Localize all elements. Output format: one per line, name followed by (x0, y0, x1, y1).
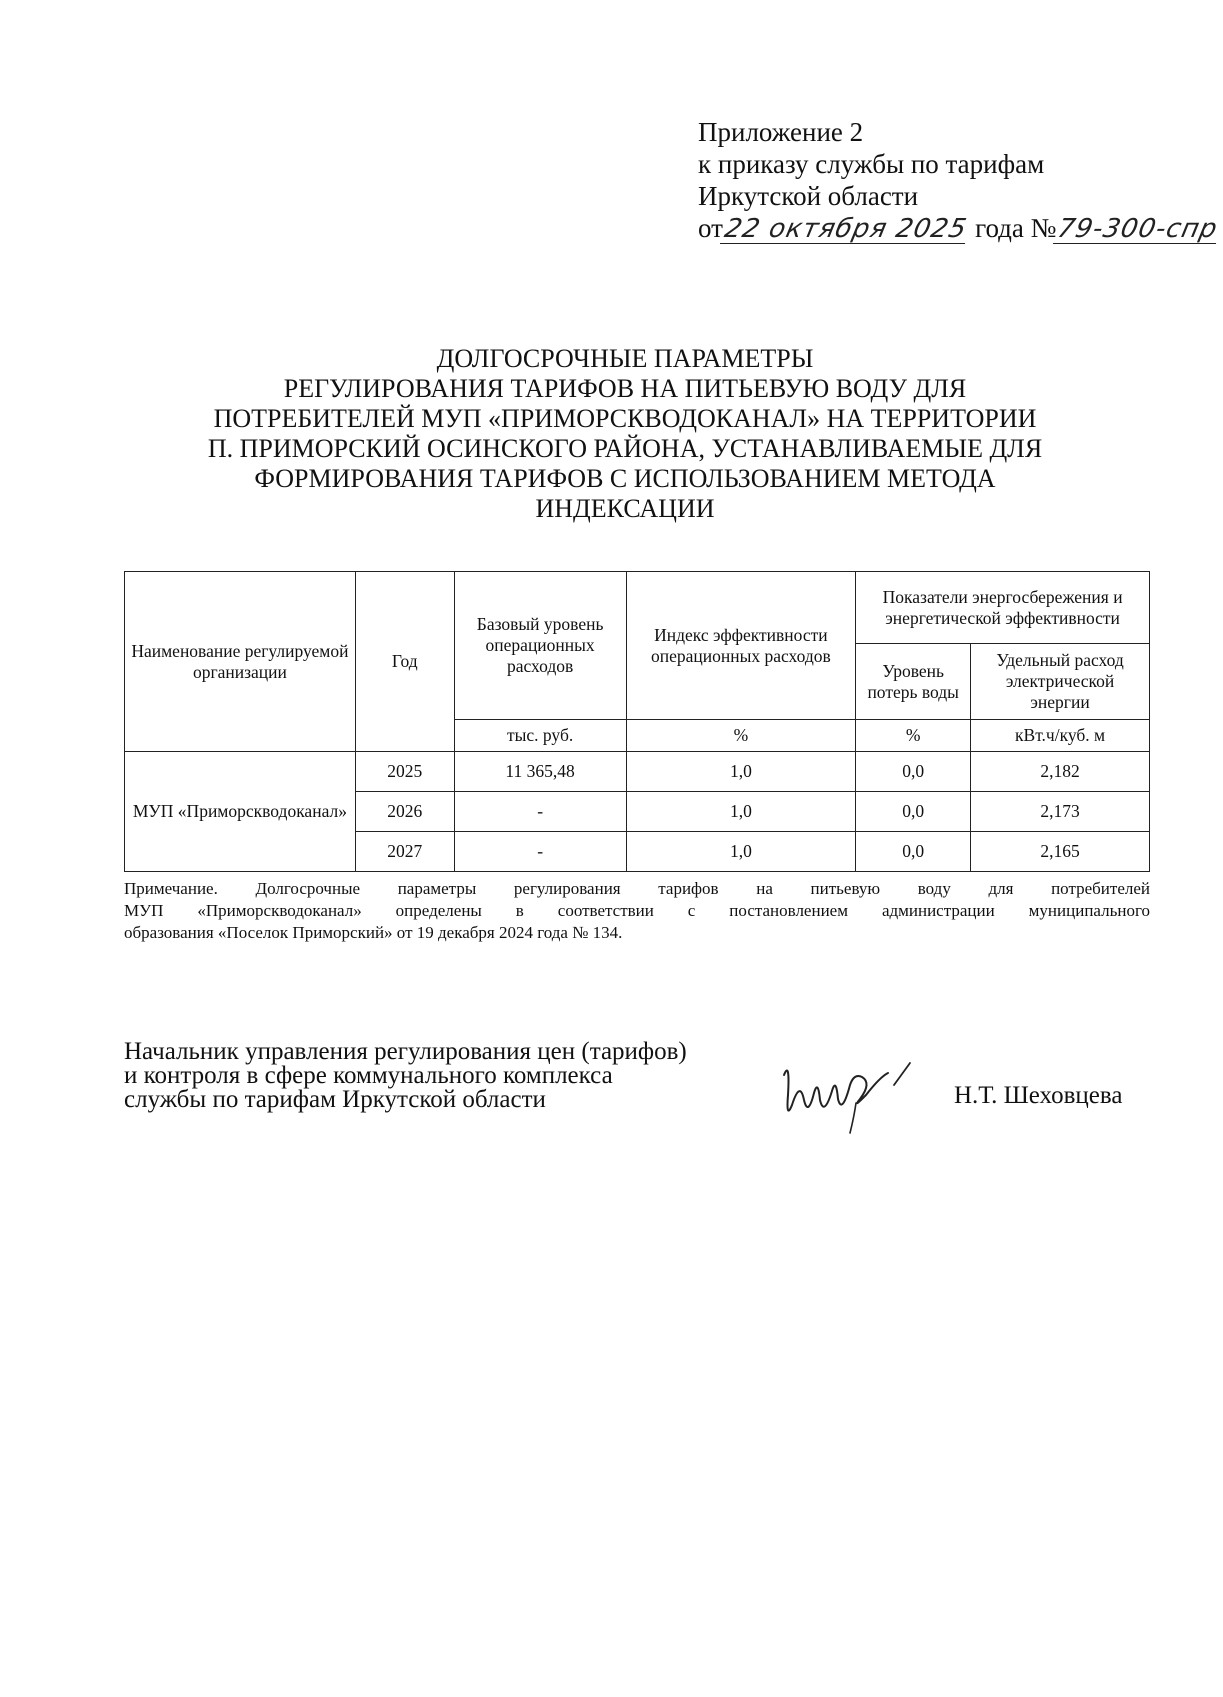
handwritten-order-number: 79-300-спр (1055, 214, 1221, 244)
cell-loss: 0,0 (856, 832, 971, 872)
header-specific-consumption: Удельный расход электрической энергии (971, 644, 1150, 720)
cell-base: - (454, 792, 626, 832)
title-line-5: ФОРМИРОВАНИЯ ТАРИФОВ С ИСПОЛЬЗОВАНИЕМ МЕТОДА (254, 464, 996, 493)
handwritten-signature (770, 1055, 930, 1135)
from-prefix: от (698, 213, 723, 243)
appendix-line-1: Приложение 2 (698, 117, 864, 147)
cell-index: 1,0 (626, 752, 856, 792)
year-number-word: года № (975, 213, 1057, 243)
title-line-6: ИНДЕКСАЦИИ (535, 494, 715, 523)
note-line-3: образования «Поселок Приморский» от 19 декабря 2024 года № 134. (124, 923, 623, 942)
cell-year: 2027 (355, 832, 454, 872)
appendix-line-3: Иркутской области (698, 181, 919, 211)
signer-name: Н.Т. Шеховцева (954, 1082, 1123, 1109)
table-row (125, 752, 1150, 792)
handwritten-date: 22 октября 2025 (721, 214, 970, 244)
title-line-1: ДОЛГОСРОЧНЫЕ ПАРАМЕТРЫ (436, 344, 814, 373)
note-line-1: Примечание. Долгосрочные параметры регулирования тарифов на питьевую воду для потребителей (124, 879, 1150, 898)
unit-loss: % (856, 720, 971, 752)
cell-index: 1,0 (626, 832, 856, 872)
appendix-header (698, 116, 1220, 244)
table-note (124, 878, 1150, 944)
header-energy-group: Показатели энергосбережения и энергетической эффективности (856, 572, 1150, 644)
note-line-2: МУП «Приморскводоканал» определены в соответствии с постановлением администрации муниципального (124, 901, 1150, 920)
cell-index: 1,0 (626, 792, 856, 832)
signer-position-line-2: и контроля в сфере коммунального комплекса (124, 1062, 613, 1089)
cell-year: 2025 (355, 752, 454, 792)
cell-year: 2026 (355, 792, 454, 832)
signer-position-line-1: Начальник управления регулирования цен (тарифов) (124, 1038, 687, 1065)
unit-specific: кВт.ч/куб. м (971, 720, 1150, 752)
header-efficiency-index: Индекс эффективности операционных расходов (626, 572, 856, 720)
cell-specific: 2,182 (971, 752, 1150, 792)
appendix-date-line (698, 212, 1220, 244)
cell-specific: 2,165 (971, 832, 1150, 872)
cell-specific: 2,173 (971, 792, 1150, 832)
unit-base: тыс. руб. (454, 720, 626, 752)
signature-block (124, 1040, 687, 1112)
title-line-3: ПОТРЕБИТЕЛЕЙ МУП «ПРИМОРСКВОДОКАНАЛ» НА ТЕРРИТОРИИ (213, 404, 1037, 433)
header-org: Наименование регулируемой организации (125, 572, 356, 752)
cell-base: - (454, 832, 626, 872)
document-title (200, 344, 1050, 524)
cell-base: 11 365,48 (454, 752, 626, 792)
cell-loss: 0,0 (856, 752, 971, 792)
title-line-2: РЕГУЛИРОВАНИЯ ТАРИФОВ НА ПИТЬЕВУЮ ВОДУ ДЛЯ (283, 374, 967, 403)
appendix-line-2: к приказу службы по тарифам (698, 149, 1045, 179)
unit-index: % (626, 720, 856, 752)
title-line-4: П. ПРИМОРСКИЙ ОСИНСКОГО РАЙОНА, УСТАНАВЛИВАЕМЫЕ ДЛЯ (207, 434, 1043, 463)
header-year: Год (355, 572, 454, 752)
parameters-table (124, 571, 1150, 872)
signer-position-line-3: службы по тарифам Иркутской области (124, 1086, 546, 1113)
table-header-row (125, 572, 1150, 644)
cell-loss: 0,0 (856, 792, 971, 832)
header-base-level: Базовый уровень операционных расходов (454, 572, 626, 720)
organization-name: МУП «Приморскводоканал» (125, 752, 356, 872)
header-water-loss: Уровень потерь воды (856, 644, 971, 720)
